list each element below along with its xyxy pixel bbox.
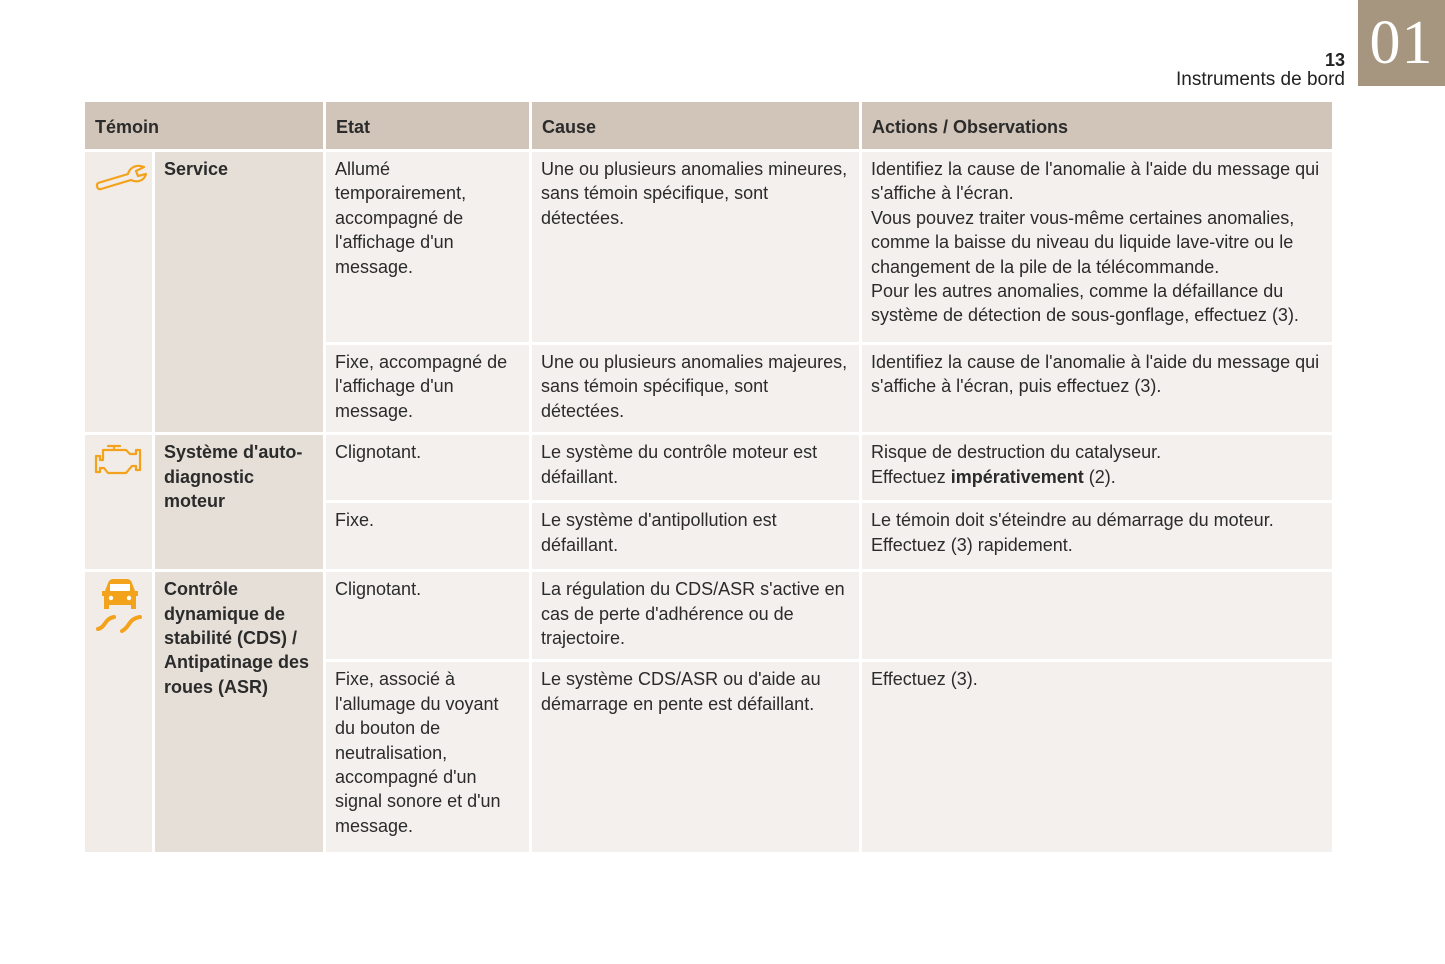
actions-line: Pour les autres anomalies, comme la défaillance du système de détection de sous-gonflage, effectuez (3). <box>871 281 1299 326</box>
actions-cell <box>862 435 1332 503</box>
cause-cell: Le système du contrôle moteur est défaillant. <box>532 435 862 503</box>
cause-cell: Le système d'antipollution est défaillant. <box>532 503 862 572</box>
table-row <box>85 572 1332 662</box>
warning-icon-cell <box>85 435 155 572</box>
etat-cell: Clignotant. <box>326 572 532 662</box>
cause-cell: Une ou plusieurs anomalies mineures, sans témoin spécifique, sont détectées. <box>532 152 862 345</box>
wrench-icon <box>94 157 144 191</box>
etat-cell: Fixe, associé à l'allumage du voyant du bouton de neutralisation, accompagné d'un signal sonore et d'un message. <box>326 662 532 855</box>
actions-line: Vous pouvez traiter vous-même certaines anomalies, comme la baisse du niveau du liquide lave-vitre ou le changement de la pile de la télécommande. <box>871 207 1295 277</box>
actions-cell <box>862 503 1332 572</box>
warning-lights-table <box>85 102 1332 855</box>
cause-cell: Une ou plusieurs anomalies majeures, sans témoin spécifique, sont détectées. <box>532 345 862 435</box>
temoin-name: Service <box>155 152 326 435</box>
warning-icon-cell <box>85 152 155 435</box>
actions-cell <box>862 345 1332 435</box>
skidding-car-icon <box>94 577 144 633</box>
cause-cell: La régulation du CDS/ASR s'active en cas de perte d'adhérence ou de trajectoire. <box>532 572 862 662</box>
temoin-name: Contrôle dynamique de stabilité (CDS) / Antipatinage des roues (ASR) <box>155 572 326 855</box>
actions-line <box>871 465 1324 489</box>
section-title: Instruments de bord <box>1176 69 1345 90</box>
column-header-temoin: Témoin <box>85 102 326 152</box>
etat-cell: Clignotant. <box>326 435 532 503</box>
column-header-cause: Cause <box>532 102 862 152</box>
actions-line: Effectuez (3). <box>871 669 978 690</box>
actions-line: Identifiez la cause de l'anomalie à l'aide du message qui s'affiche à l'écran. <box>871 159 1320 204</box>
actions-line: Le témoin doit s'éteindre au démarrage du moteur. <box>871 510 1274 531</box>
table-row <box>85 435 1332 503</box>
actions-cell <box>862 572 1332 662</box>
actions-cell <box>862 662 1332 855</box>
page-number: 13 <box>1324 50 1345 70</box>
temoin-name: Système d'auto-diagnostic moteur <box>155 435 326 572</box>
etat-cell: Fixe, accompagné de l'affichage d'un message. <box>326 345 532 435</box>
actions-cell <box>862 152 1332 345</box>
table-row <box>85 152 1332 345</box>
warning-icon-cell <box>85 572 155 855</box>
column-header-actions: Actions / Observations <box>862 102 1332 152</box>
column-header-etat: Etat <box>326 102 532 152</box>
table-header-row <box>85 102 1332 152</box>
chapter-tab: 01 <box>1358 0 1445 86</box>
etat-cell: Fixe. <box>326 503 532 572</box>
actions-text: (2). <box>1083 466 1116 487</box>
cause-cell: Le système CDS/ASR ou d'aide au démarrage en pente est défaillant. <box>532 662 862 855</box>
actions-line: Identifiez la cause de l'anomalie à l'aide du message qui s'affiche à l'écran, puis effectuez (3). <box>871 352 1320 397</box>
etat-cell: Allumé temporairement, accompagné de l'affichage d'un message. <box>326 152 532 345</box>
engine-icon <box>94 440 144 478</box>
actions-line: Effectuez (3) rapidement. <box>871 534 1073 555</box>
actions-emphasis: impérativement <box>950 466 1084 487</box>
actions-line: Risque de destruction du catalyseur. <box>871 442 1162 463</box>
actions-text: Effectuez <box>871 466 951 487</box>
